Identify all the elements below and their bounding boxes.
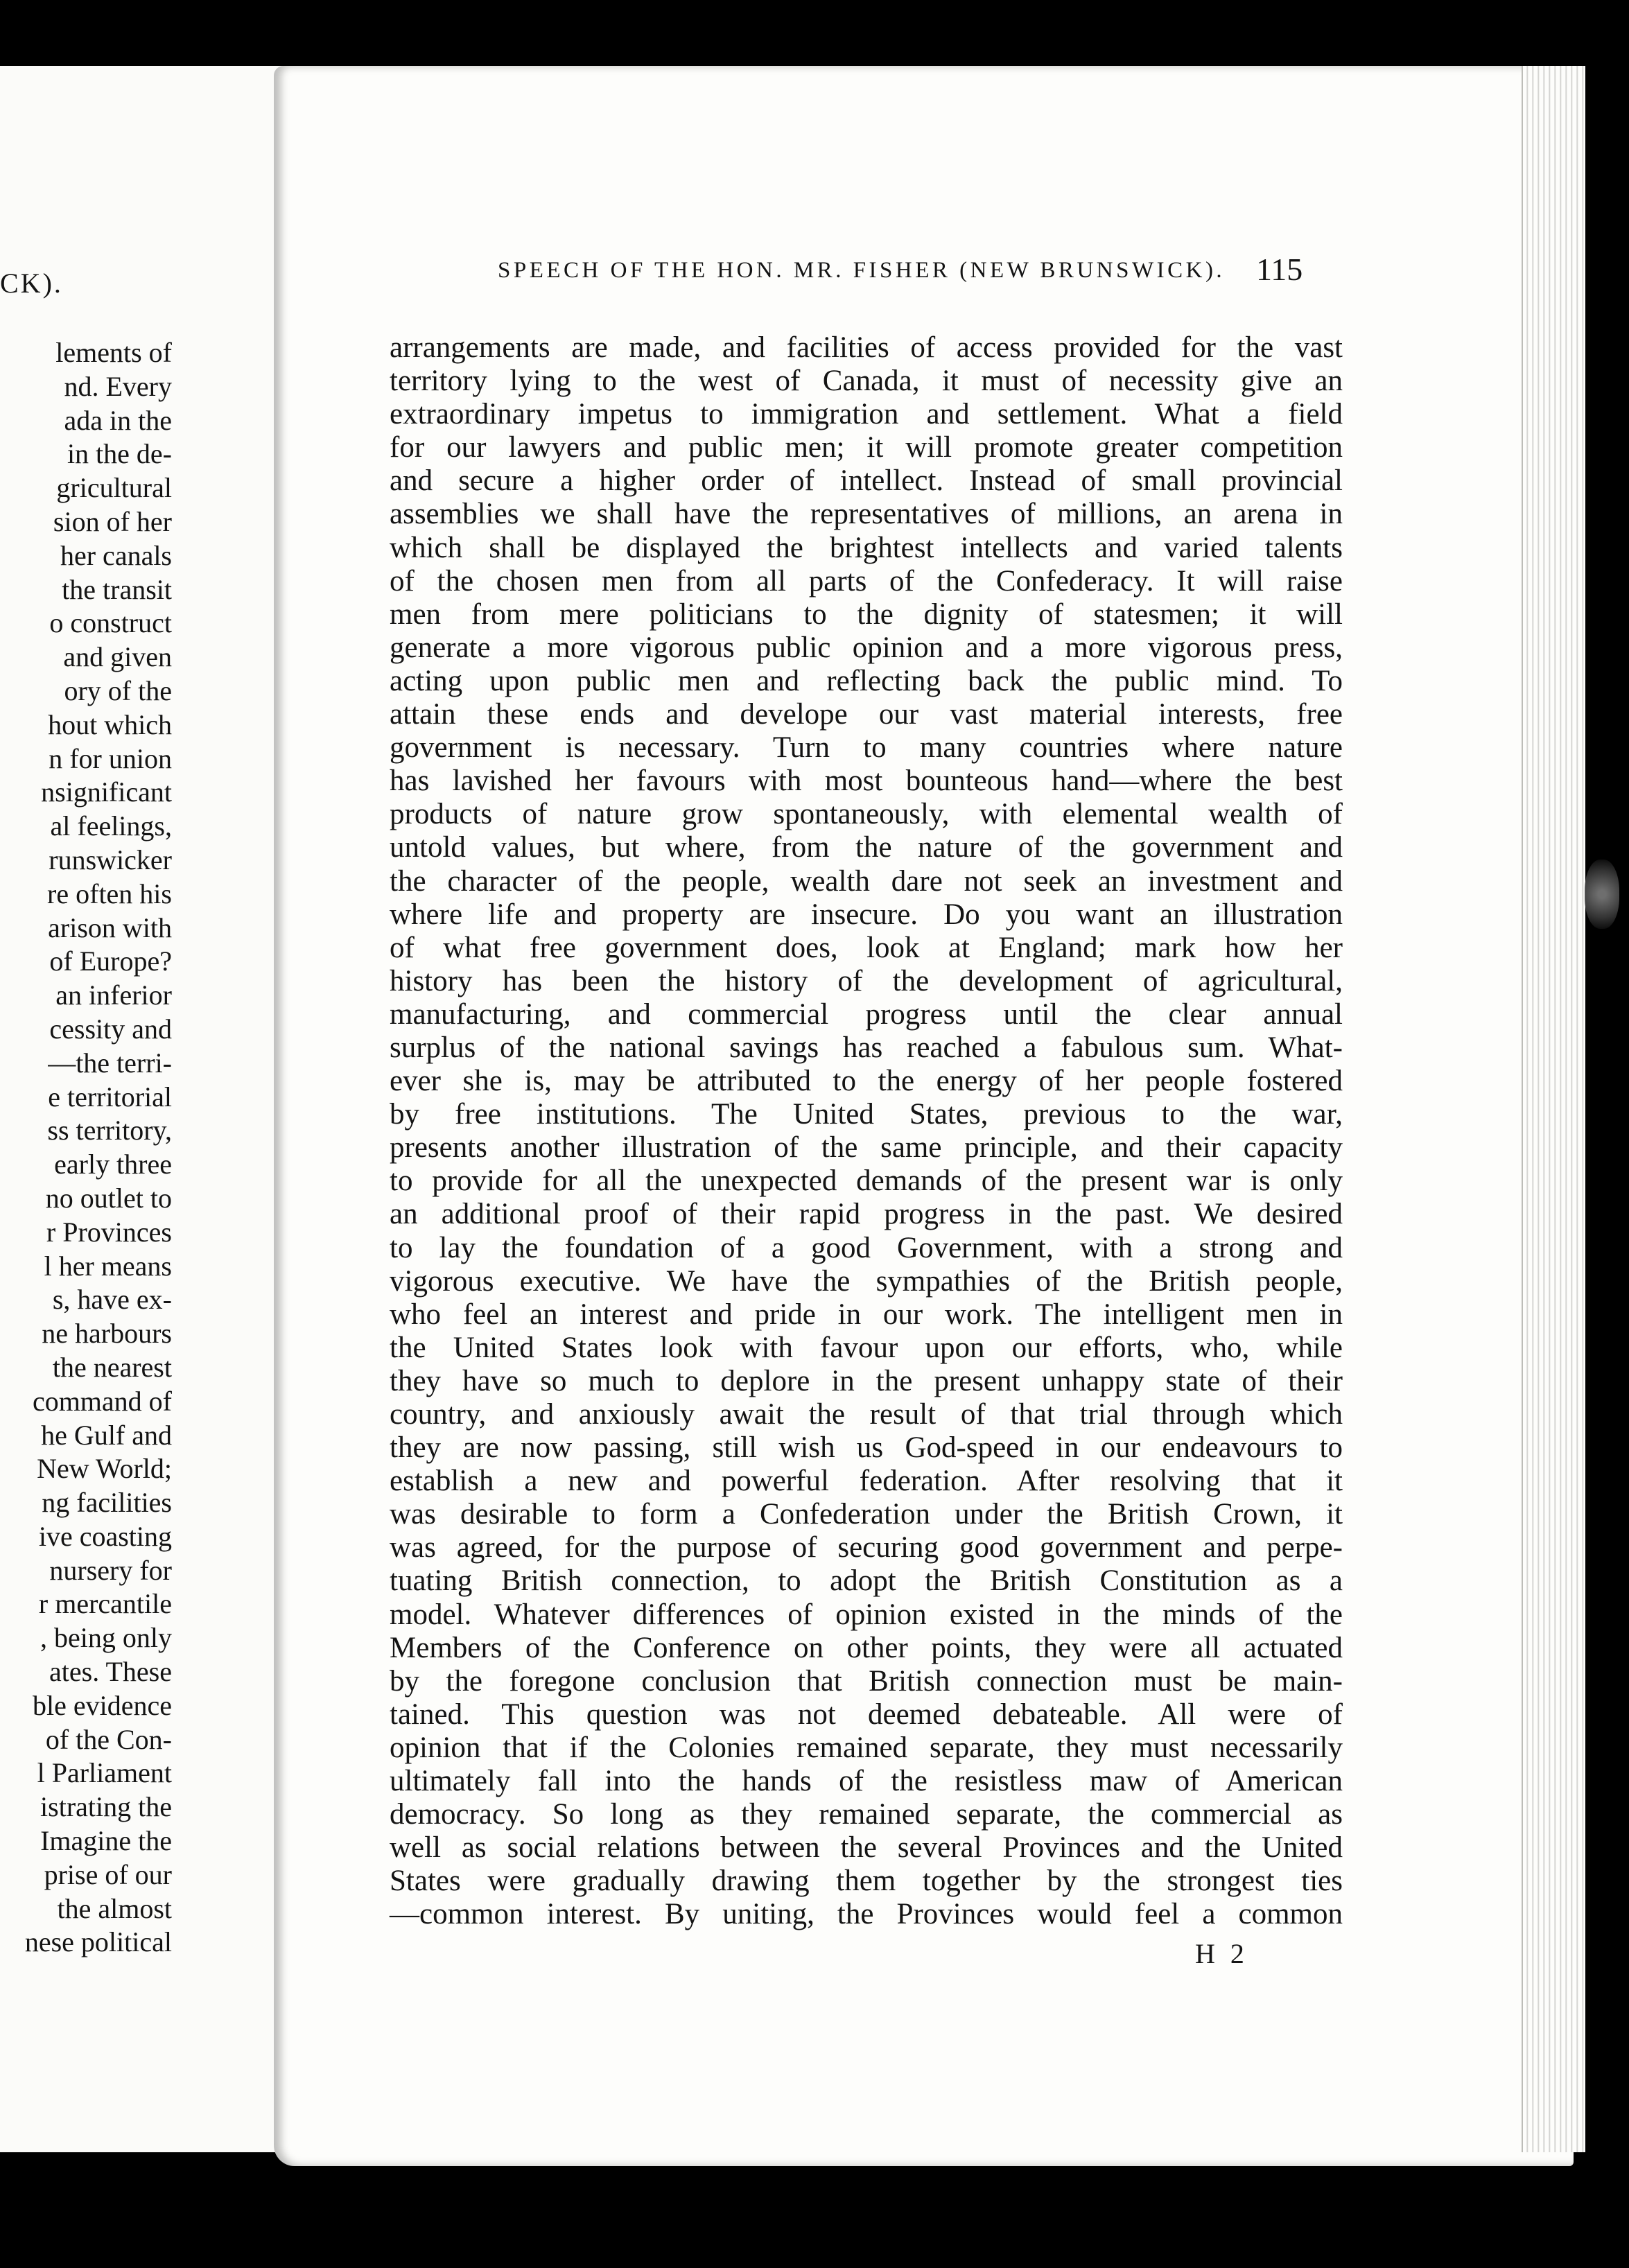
left-text-line: early three [54, 1149, 172, 1180]
left-text-line: istrating the [40, 1791, 172, 1823]
left-text-line: of the Con- [45, 1723, 172, 1755]
left-text-line: ne harbours [42, 1318, 172, 1350]
left-text-line: prise of our [44, 1858, 172, 1890]
text-line: arrangements are made, and facilities of access provided for the vast [390, 331, 1343, 364]
left-text-line: nese political [24, 1926, 172, 1958]
ink-blot [1585, 860, 1619, 929]
text-line: by the foregone conclusion that British connection must be main- [390, 1664, 1343, 1698]
text-line: surplus of the national savings has reached a fabulous sum. What- [390, 1031, 1343, 1064]
text-line: acting upon public men and reflecting back the public mind. To [390, 664, 1343, 697]
left-page-text [25, 336, 172, 1960]
text-line: by free institutions. The United States, previous to the war, [390, 1098, 1343, 1131]
text-line: tuating British connection, to adopt the British Constitution as a [390, 1564, 1343, 1598]
left-text-line: , being only [40, 1622, 172, 1654]
left-text-line: s, have ex- [52, 1284, 172, 1316]
left-text-line: command of [32, 1385, 172, 1417]
left-text-line: hout which [48, 708, 172, 740]
text-line: history has been the history of the development of agricultural, [390, 964, 1343, 997]
left-text-line: he Gulf and [41, 1419, 172, 1451]
text-line: of what free government does, look at England; mark how her [390, 931, 1343, 964]
text-line: extraordinary impetus to immigration and settlement. What a field [390, 398, 1343, 431]
left-text-line: re often his [47, 878, 172, 909]
left-text-line: ive coasting [38, 1520, 172, 1552]
text-line: was desirable to form a Confederation under the British Crown, it [390, 1498, 1343, 1531]
left-text-line: ble evidence [33, 1689, 172, 1721]
text-line: the United States look with favour upon our efforts, who, while [390, 1331, 1343, 1364]
left-text-line: —the terri- [48, 1047, 172, 1079]
text-line: well as social relations between the several Provinces and the United [390, 1831, 1343, 1865]
text-line: establish a new and powerful federation. After resolving that it [390, 1465, 1343, 1498]
left-text-line: sion of her [53, 505, 172, 537]
text-line: has lavished her favours with most bounteous hand—where the best [390, 765, 1343, 798]
left-text-line: nd. Every [64, 370, 172, 402]
text-line: the character of the people, wealth dare not seek an investment and [390, 864, 1343, 898]
running-head: SPEECH OF THE HON. MR. FISHER (NEW BRUNSWICK). [498, 258, 1226, 283]
left-text-line: the almost [57, 1892, 172, 1924]
text-line: presents another illustration of the same principle, and their capacity [390, 1131, 1343, 1164]
text-line: States were gradually drawing them together by the strongest ties [390, 1865, 1343, 1898]
text-line: ever she is, may be attributed to the energy of her people fostered [390, 1065, 1343, 1098]
text-line: territory lying to the west of Canada, it must of necessity give an [390, 365, 1343, 398]
text-line: for our lawyers and public men; it will promote greater competition [390, 431, 1343, 464]
left-text-line: of Europe? [49, 945, 172, 977]
text-line: government is necessary. Turn to many countries where nature [390, 731, 1343, 765]
left-text-line: ory of the [64, 674, 172, 706]
left-text-line: nursery for [49, 1554, 172, 1586]
text-line: they have so much to deplore in the present unhappy state of their [390, 1364, 1343, 1397]
text-line: products of nature grow spontaneously, with elemental wealth of [390, 798, 1343, 831]
left-text-line: cessity and [49, 1013, 172, 1045]
left-text-line: no outlet to [45, 1182, 172, 1214]
text-line: who feel an interest and pride in our work. The intelligent men in [390, 1298, 1343, 1331]
text-line: they are now passing, still wish us God-speed in our endeavours to [390, 1431, 1343, 1465]
text-line: vigorous executive. We have the sympathies of the British people, [390, 1264, 1343, 1298]
left-text-line: lements of [55, 337, 172, 368]
left-text-line: r mercantile [38, 1588, 172, 1620]
left-text-line: ng facilities [42, 1487, 172, 1519]
left-text-line: e territorial [48, 1081, 172, 1113]
text-line: opinion that if the Colonies remained separate, they must necessarily [390, 1731, 1343, 1764]
text-line: attain these ends and develope our vast material interests, free [390, 698, 1343, 731]
text-line: generate a more vigorous public opinion and a more vigorous press, [390, 631, 1343, 664]
left-page [0, 66, 284, 2152]
left-text-line: the nearest [52, 1351, 172, 1383]
text-line: —common interest. By uniting, the Provinces would feel a common [390, 1898, 1343, 1931]
text-line: tained. This question was not deemed debateable. All were of [390, 1698, 1343, 1731]
text-line: an additional proof of their rapid progress in the past. We desired [390, 1198, 1343, 1231]
text-line: manufacturing, and commercial progress until the clear annual [390, 997, 1343, 1031]
left-running-head-fragment: CK). [0, 268, 63, 299]
left-text-line: runswicker [49, 844, 172, 875]
left-text-line: an inferior [55, 979, 172, 1011]
text-line: democracy. So long as they remained separate, the commercial as [390, 1798, 1343, 1831]
left-text-line: o construct [49, 607, 172, 639]
text-line: where life and property are insecure. Do you want an illustration [390, 898, 1343, 931]
left-text-line: in the de- [67, 438, 172, 470]
left-text-line: the transit [62, 573, 172, 605]
left-text-line: her canals [60, 539, 172, 571]
left-text-line: gricultural [56, 472, 172, 504]
left-text-line: Imagine the [40, 1825, 172, 1857]
left-text-line: n for union [49, 742, 172, 774]
signature-mark: H 2 [1195, 1938, 1248, 1969]
left-text-line: l her means [44, 1250, 172, 1282]
page-number: 115 [1256, 252, 1303, 287]
text-line: to provide for all the unexpected demands of the present war is only [390, 1164, 1343, 1198]
left-text-line: ada in the [64, 404, 172, 436]
left-text-line: nsignificant [41, 776, 172, 808]
text-line: to lay the foundation of a good Government, with a strong and [390, 1231, 1343, 1264]
text-line: untold values, but where, from the nature of the government and [390, 831, 1343, 864]
text-line: ultimately fall into the hands of the resistless maw of American [390, 1765, 1343, 1798]
text-line: was agreed, for the purpose of securing good government and perpe- [390, 1531, 1343, 1564]
left-text-line: arison with [48, 911, 172, 943]
text-line: assemblies we shall have the representatives of millions, an arena in [390, 498, 1343, 531]
text-line: of the chosen men from all parts of the Confederacy. It will raise [390, 564, 1343, 597]
left-text-line: and given [63, 641, 172, 673]
text-line: country, and anxiously await the result of that trial through which [390, 1398, 1343, 1431]
text-line: men from mere politicians to the dignity of statesmen; it will [390, 597, 1343, 631]
left-text-line: r Provinces [46, 1216, 172, 1248]
page-edges [1522, 66, 1585, 2152]
text-line: which shall be displayed the brightest intellects and varied talents [390, 531, 1343, 564]
left-text-line: al feelings, [50, 810, 172, 842]
left-text-line: l Parliament [37, 1757, 172, 1789]
text-line: model. Whatever differences of opinion existed in the minds of the [390, 1598, 1343, 1631]
left-text-line: ss territory, [47, 1115, 172, 1146]
left-text-line: New World; [37, 1453, 172, 1485]
text-line: Members of the Conference on other points, they were all actuated [390, 1631, 1343, 1664]
body-text [390, 331, 1343, 1932]
text-line: and secure a higher order of intellect. Instead of small provincial [390, 464, 1343, 498]
left-text-line: ates. These [49, 1656, 172, 1688]
